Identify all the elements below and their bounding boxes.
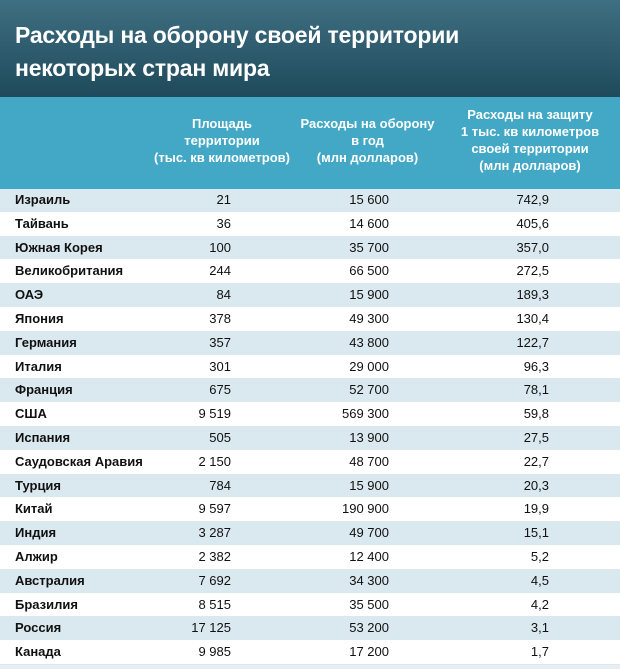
- table-row: [0, 617, 620, 641]
- per-1000km-cell: 405,6: [516, 215, 549, 231]
- table-row: [0, 451, 620, 475]
- per-1000km-cell: 27,5: [523, 429, 549, 445]
- table-row: [0, 427, 620, 451]
- country-cell: Алжир: [15, 548, 58, 564]
- country-cell: Саудовская Аравия: [15, 453, 143, 469]
- country-cell: Австралия: [15, 572, 85, 588]
- spend-cell: 66 500: [349, 263, 389, 279]
- area-cell: 2 382: [198, 548, 231, 564]
- per-1000km-cell: 122,7: [516, 334, 549, 350]
- table-row: [0, 356, 620, 380]
- table-row: [0, 522, 620, 546]
- per-1000km-cell: 357,0: [516, 239, 549, 255]
- table-row: [0, 332, 620, 356]
- area-cell: 7 692: [198, 572, 231, 588]
- header-area: [142, 115, 302, 166]
- spend-cell: 43 800: [349, 334, 389, 350]
- country-cell: Израиль: [15, 192, 71, 207]
- area-cell: 8 515: [198, 596, 231, 612]
- table-row: [0, 260, 620, 284]
- table-row: [0, 641, 620, 665]
- table-row: [0, 475, 620, 499]
- table-row: [0, 594, 620, 618]
- per-1000km-cell: 1,7: [530, 644, 549, 660]
- per-1000km-cell: 59,8: [523, 406, 549, 422]
- spend-cell: 35 700: [349, 239, 389, 255]
- country-cell: Германия: [15, 334, 77, 350]
- header-per-line: своей территории: [471, 141, 589, 156]
- area-cell: 9 597: [198, 501, 231, 517]
- spend-cell: 29 000: [349, 358, 389, 374]
- header-area-line: (тыс. кв километров): [154, 150, 290, 165]
- table-row: [0, 189, 620, 213]
- country-cell: Турция: [15, 477, 62, 493]
- per-1000km-cell: 20,3: [523, 477, 549, 493]
- per-1000km-cell: 4,2: [530, 596, 549, 612]
- spend-cell: 569 300: [342, 406, 389, 422]
- per-1000km-cell: 78,1: [523, 382, 549, 398]
- country-cell: Бразилия: [15, 596, 78, 612]
- table-row: [0, 498, 620, 522]
- area-cell: 3 287: [198, 525, 231, 541]
- spend-cell: 14 600: [349, 215, 389, 231]
- spend-cell: 49 300: [349, 310, 389, 326]
- per-1000km-cell: 19,9: [523, 501, 549, 517]
- area-cell: 378: [209, 310, 231, 326]
- spend-cell: 190 900: [342, 501, 389, 517]
- header-area-line: Площадь: [192, 116, 252, 131]
- country-cell: Южная Корея: [15, 239, 103, 255]
- area-cell: 675: [209, 382, 231, 398]
- spend-cell: 12 400: [349, 548, 389, 564]
- spend-cell: 52 700: [349, 382, 389, 398]
- area-cell: 9 985: [198, 644, 231, 660]
- country-cell: Испания: [15, 429, 71, 445]
- area-cell: 244: [209, 263, 231, 279]
- country-cell: Великобритания: [15, 263, 124, 279]
- per-1000km-cell: 5,2: [530, 548, 549, 564]
- header-per-line: (млн долларов): [479, 158, 581, 173]
- header-per-1000km: [450, 106, 610, 174]
- per-1000km-cell: 130,4: [516, 310, 549, 326]
- spend-cell: 13 900: [349, 429, 389, 445]
- spend-cell: 15 900: [349, 287, 389, 303]
- spend-cell: 49 700: [349, 525, 389, 541]
- per-1000km-cell: 189,3: [516, 287, 549, 303]
- per-1000km-cell: 272,5: [516, 263, 549, 279]
- header-spend-line: (млн долларов): [316, 150, 419, 165]
- spend-cell: 15 900: [349, 477, 389, 493]
- area-cell: 301: [209, 358, 231, 374]
- title-line-2: некоторых стран мира: [15, 55, 270, 81]
- area-cell: 505: [209, 429, 231, 445]
- header-per-line: 1 тыс. кв километров: [460, 124, 600, 139]
- header-spend: [290, 115, 445, 166]
- table-row: [0, 308, 620, 332]
- per-1000km-cell: 15,1: [523, 525, 549, 541]
- header-per-line: Расходы на защиту: [467, 107, 593, 122]
- area-cell: 2 150: [198, 453, 231, 469]
- table-row: [0, 403, 620, 427]
- country-cell: Франция: [15, 382, 73, 398]
- area-cell: 84: [216, 287, 231, 303]
- header-area-line: территории: [184, 133, 260, 148]
- spend-cell: 53 200: [349, 620, 389, 636]
- area-cell: 784: [209, 477, 231, 493]
- per-1000km-cell: 4,5: [530, 572, 549, 588]
- per-1000km-cell: 96,3: [523, 358, 549, 374]
- country-cell: США: [15, 406, 47, 422]
- country-cell: Индия: [15, 525, 57, 541]
- country-cell: Япония: [15, 310, 64, 326]
- per-1000km-cell: 742,9: [516, 192, 549, 207]
- table-body: [0, 189, 620, 665]
- area-cell: 17 125: [191, 620, 231, 636]
- spend-cell: 17 200: [349, 644, 389, 660]
- country-cell: ОАЭ: [15, 287, 44, 303]
- country-cell: Канада: [15, 644, 61, 660]
- table-row: [0, 284, 620, 308]
- spend-cell: 15 600: [349, 192, 389, 207]
- title-bar: [0, 0, 620, 97]
- country-cell: Тайвань: [15, 215, 69, 231]
- table-row: [0, 546, 620, 570]
- spend-cell: 48 700: [349, 453, 389, 469]
- area-cell: 9 519: [198, 406, 231, 422]
- area-cell: 36: [216, 215, 231, 231]
- table-row: [0, 213, 620, 237]
- table-row: [0, 379, 620, 403]
- area-cell: 100: [209, 239, 231, 255]
- table-header: [0, 97, 620, 189]
- title-line-1: Расходы на оборону своей территории: [15, 22, 460, 48]
- country-cell: Китай: [15, 501, 53, 517]
- country-cell: Италия: [15, 358, 62, 374]
- spend-cell: 35 500: [349, 596, 389, 612]
- header-spend-line: Расходы на оборону: [300, 116, 435, 131]
- country-cell: Россия: [15, 620, 62, 636]
- table-row: [0, 237, 620, 261]
- per-1000km-cell: 22,7: [523, 453, 549, 469]
- table-row: [0, 570, 620, 594]
- spend-cell: 34 300: [349, 572, 389, 588]
- per-1000km-cell: 3,1: [530, 620, 549, 636]
- area-cell: 21: [216, 192, 231, 207]
- area-cell: 357: [209, 334, 231, 350]
- header-spend-line: в год: [351, 133, 384, 148]
